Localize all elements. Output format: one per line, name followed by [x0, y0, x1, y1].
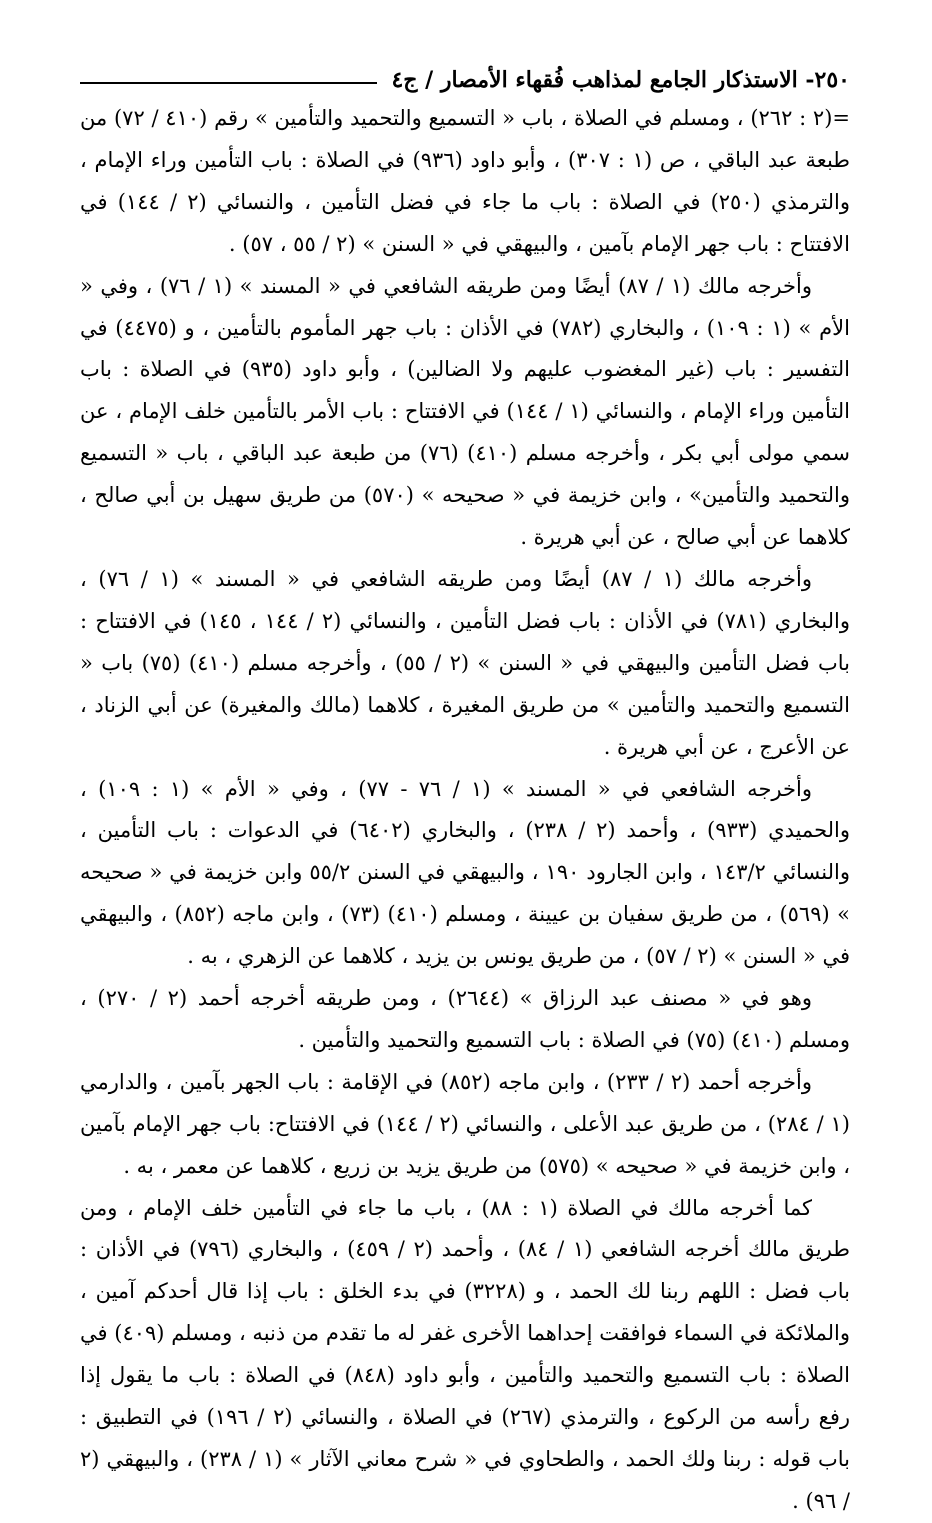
running-title: ٢٥٠- الاستذكار الجامع لمذاهب فُقهاء الأمصار / ج٤ — [391, 67, 850, 93]
footnote-body — [80, 98, 850, 1523]
paragraph-2: وأخرجه مالك (١ / ٨٧) أيضًا ومن طريقه الشافعي في « المسند » (١ / ٧٦) ، وفي « الأم » (١ : ١٠٩) ، والبخاري (٧٨٢) في الأذان : باب جهر المأموم بالتأمين ، و (٤٤٧٥) في التفسير : باب (غير المغضوب عليهم ولا الضالين) ، وأبو داود (٩٣٥) في الصلاة : باب التأمين وراء الإمام ، والنسائي (١ / ١٤٤) في الافتتاح : باب الأمر بالتأمين خلف الإمام ، عن سمي مولى أبي بكر ، وأخرجه مسلم (٤١٠) (٧٦) من طبعة عبد الباقي ، باب « التسميع والتحميد والتأمين» ، وابن خزيمة في « صحيحه » (٥٧٠) من طريق سهيل بن أبي صالح ، كلاهما عن أبي صالح ، عن أبي هريرة . — [80, 273, 851, 550]
paragraph-4: وأخرجه الشافعي في « المسند » (١ / ٧٦ - ٧٧) ، وفي « الأم » (١ : ١٠٩) ، والحميدي (٩٣٣) ، وأحمد (٢ / ٢٣٨) ، والبخاري (٦٤٠٢) في الدعوات : باب التأمين ، والنسائي ١٤٣/٢ ، وابن الجارود ١٩٠ ، والبيهقي في السنن ٥٥/٢ وابن خزيمة في « صحيحه » (٥٦٩) ، من طريق سفيان بن عيينة ، ومسلم (٤١٠) (٧٣) ، وابن ماجه (٨٥٢) ، والبيهقي في « السنن » (٢ / ٥٧) ، من طريق يونس بن يزيد ، كلاهما عن الزهري ، به . — [80, 776, 851, 969]
paragraph-6: وأخرجه أحمد (٢ / ٢٣٣) ، وابن ماجه (٨٥٢) في الإقامة : باب الجهر بآمين ، والدارمي (١ / ٢٨٤) ، من طريق عبد الأعلى ، والنسائي (٢ / ١٤٤) في الافتتاح: باب جهر الإمام بآمين ، وابن خزيمة في « صحيحه » (٥٧٥) من طريق يزيد بن زريع ، كلاهما عن معمر ، به . — [80, 1069, 850, 1178]
paragraph-1: =(٢ : ٢٦٢) ، ومسلم في الصلاة ، باب « التسميع والتحميد والتأمين » رقم (٤١٠ / ٧٢) من طبعة عبد الباقي ، ص (١ : ٣٠٧) ، وأبو داود (٩٣٦) في الصلاة : باب التأمين وراء الإمام ، والترمذي (٢٥٠) في الصلاة : باب ما جاء في فضل التأمين ، والنسائي (٢ / ١٤٤) في الافتتاح : باب جهر الإمام بآمين ، والبيهقي في « السنن » (٢ / ٥٥ ، ٥٧) . — [80, 106, 850, 256]
paragraph-3: وأخرجه مالك (١ / ٨٧) أيضًا ومن طريقه الشافعي في « المسند » (١ / ٧٦) ، والبخاري (٧٨١) في الأذان : باب فضل التأمين ، والنسائي (٢ / ١٤٤ ، ١٤٥) في الافتتاح : باب فضل التأمين والبيهقي في « السنن » (٢ / ٥٥) ، وأخرجه مسلم (٤١٠) (٧٥) باب « التسميع والتحميد والتأمين » من طريق المغيرة ، كلاهما (مالك والمغيرة) عن أبي الزناد ، عن الأعرج ، عن أبي هريرة . — [80, 566, 851, 759]
page-header — [80, 60, 850, 100]
paragraph-5: وهو في « مصنف عبد الرزاق » (٢٦٤٤) ، ومن طريقه أخرجه أحمد (٢ / ٢٧٠) ، ومسلم (٤١٠) (٧٥) في الصلاة : باب التسميع والتحميد والتأمين . — [80, 986, 850, 1052]
header-rule — [80, 82, 377, 84]
paragraph-7: كما أخرجه مالك في الصلاة (١ : ٨٨) ، باب ما جاء في التأمين خلف الإمام ، ومن طريق مالك أخرجه الشافعي (١ / ٨٤) ، وأحمد (٢ / ٤٥٩) ، والبخاري (٧٩٦) في الأذان : باب فضل : اللهم ربنا لك الحمد ، و (٣٢٢٨) في بدء الخلق : باب إذا قال أحدكم آمين ، والملائكة في السماء فوافقت إحداهما الأخرى غفر له ما تقدم من ذنبه ، ومسلم (٤٠٩) في الصلاة : باب التسميع والتحميد والتأمين ، وأبو داود (٨٤٨) في الصلاة : باب ما يقول إذا رفع رأسه من الركوع ، والترمذي (٢٦٧) في الصلاة ، والنسائي (٢ / ١٩٦) في التطبيق : باب قوله : ربنا ولك الحمد ، والطحاوي في « شرح معاني الآثار » (١ / ٢٣٨) ، والبيهقي (٢ / ٩٦) . — [80, 1195, 851, 1513]
